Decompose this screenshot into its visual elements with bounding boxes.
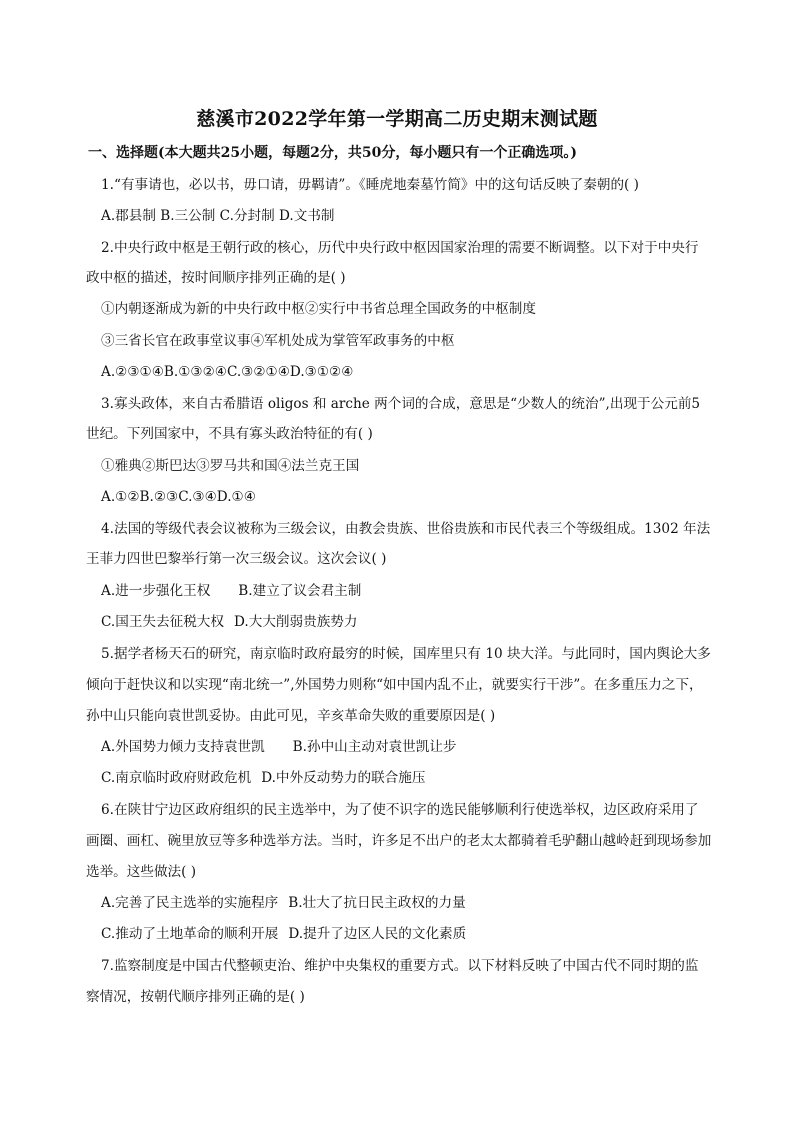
question-6-stem-line-2: 画圈、画杠、碗里放豆等多种选举方法。当时，许多足不出户的老太太都骑着毛驴翻山越岭赶到现场参加 [86,833,712,849]
question-4-options-row-2 [101,612,358,632]
question-1-options: A.郡县制 B.三公制 C.分封制 D.文书制 [101,208,335,224]
question-5-stem-line-2: 倾向于赶快议和以实现“南北统一”,外国势力则称“如中国内乱不止，就要实行干涉”。在多重压力之下， [86,677,703,693]
option-a: A.外国势力倾力支持袁世凯 [101,739,265,755]
question-2-stem-line-2: 政中枢的描述，按时间顺序排列正确的是( ) [86,270,346,286]
question-1-stem: 1.“有事请也，必以书，毋口请，毋羁请”。《睡虎地秦墓竹简》中的这句话反映了秦朝的( ) [101,177,639,193]
question-3-stem-line-1: 3.寡头政体，来自古希腊语 oligos 和 arche 两个词的合成，意思是“少数人的统治”,出现于公元前5 [101,396,701,412]
question-2-items-line-2: ③三省长官在政事堂议事④军机处成为掌管军政事务的中枢 [101,333,455,349]
question-3-stem-line-2: 世纪。下列国家中，不具有寡头政治特征的有( ) [86,426,373,442]
section-heading: 一、选择题(本大题共25小题，每题2分，共50分，每小题只有一个正确选项。) [88,145,577,161]
question-5-stem-line-1: 5.据学者杨天石的研究，南京临时政府最穷的时候，国库里只有 10 块大洋。与此同时，国内舆论大多 [101,646,711,662]
question-6-stem-line-1: 6.在陕甘宁边区政府组织的民主选举中，为了使不识字的选民能够顺利行使选举权，边区政府采用了 [101,802,699,818]
option-b: B.孙中山主动对袁世凯让步 [292,739,457,755]
question-2-stem-line-1: 2.中央行政中枢是王朝行政的核心，历代中央行政中枢因国家治理的需要不断调整。以下对于中央行 [101,240,699,256]
question-4-options-row-1 [101,581,361,601]
option-c: C.南京临时政府财政危机 [101,770,252,786]
question-4-stem-line-2: 王菲力四世巴黎举行第一次三级会议。这次会议( ) [86,551,387,567]
option-d: D.提升了边区人民的文化素质 [288,926,467,942]
option-c: C.推动了土地革命的顺利开展 [101,926,279,942]
question-3-options: A.①②B.②③C.③④D.①④ [101,489,256,505]
question-6-stem-line-3: 选举。这些做法( ) [86,864,197,880]
option-d: D.中外反动势力的联合施压 [261,770,426,786]
option-a: A.进一步强化王权 [101,583,211,599]
question-5-options-row-2 [101,768,425,788]
question-2-options: A.②③①④B.①③②④C.③②①④D.③①②④ [101,364,354,380]
question-2-items-line-1: ①内朝逐渐成为新的中央行政中枢②实行中书省总理全国政务的中枢制度 [101,301,536,317]
question-7-stem-line-2: 察情况，按朝代顺序排列正确的是( ) [86,989,305,1005]
option-c: C.国王失去征税大权 [101,614,224,630]
question-6-options-row-2 [101,924,466,944]
exam-title: 慈溪市2022学年第一学期高二历史期末测试题 [196,108,598,130]
option-d: D.大大削弱贵族势力 [234,614,358,630]
question-4-stem-line-1: 4.法国的等级代表会议被称为三级会议，由教会贵族、世俗贵族和市民代表三个等级组成。1302 年法 [101,521,711,537]
option-b: B.建立了议会君主制 [238,583,362,599]
option-b: B.壮大了抗日民主政权的力量 [288,895,466,911]
question-7-stem-line-1: 7.监察制度是中国古代整顿吏治、维护中央集权的重要方式。以下材料反映了中国古代不同时期的监 [101,958,699,974]
question-5-stem-line-3: 孙中山只能向袁世凯妥协。由此可见，辛亥革命失败的重要原因是( ) [86,708,496,724]
question-6-options-row-1 [101,893,466,913]
question-3-items: ①雅典②斯巴达③罗马共和国④法兰克王国 [101,458,360,474]
question-5-options-row-1 [101,737,457,757]
option-a: A.完善了民主选举的实施程序 [101,895,279,911]
